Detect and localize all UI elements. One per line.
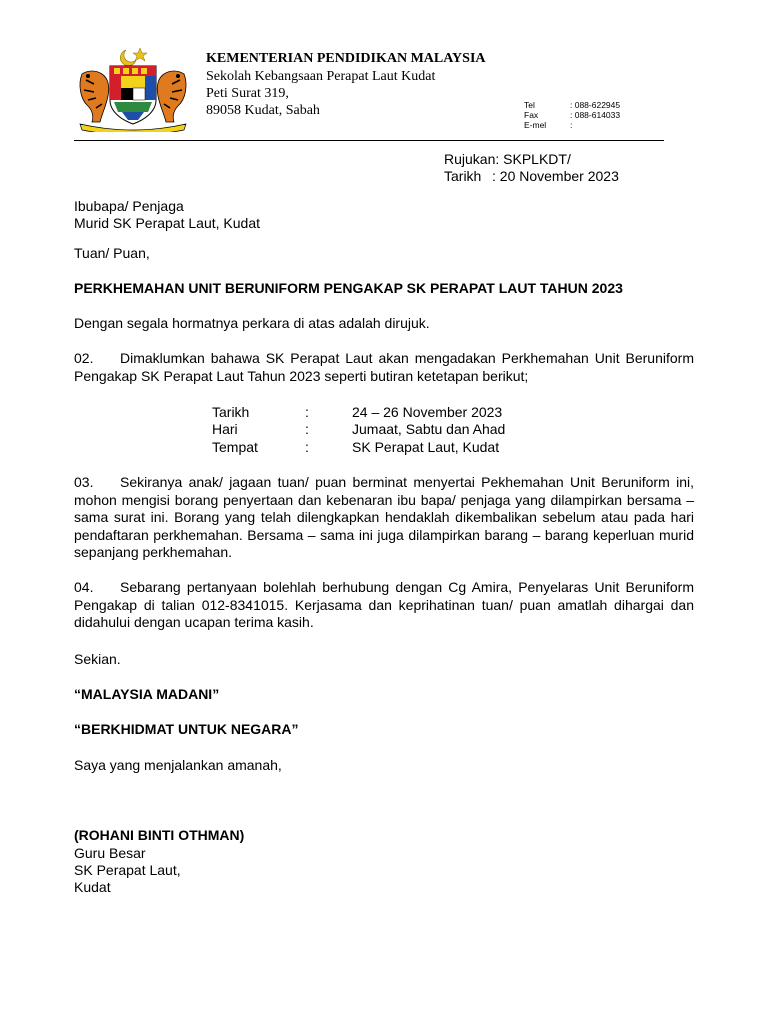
- slogan-berkhidmat: “BERKHIDMAT UNTUK NEGARA”: [74, 721, 299, 737]
- po-box: Peti Surat 319,: [206, 86, 289, 101]
- signatory-name: (ROHANI BINTI OTHMAN): [74, 827, 245, 843]
- paragraph-03-number: 03.: [74, 474, 94, 490]
- salutation: Tuan/ Puan,: [74, 245, 150, 261]
- signatory-city: Kudat: [74, 879, 111, 895]
- paragraph-04: [74, 579, 694, 632]
- contact-fax-value: : 088-614033: [570, 110, 621, 120]
- letterhead-divider: [74, 140, 664, 141]
- detail-hari-sep: :: [305, 421, 309, 437]
- paragraph-03-text: Sekiranya anak/ jagaan tuan/ puan berminat menyertai Pekhemahan Unit Beruniform ini, mohon mengisi borang penyertaan dan kebenaran ibu bapa/ penjaga yang dilampirkan bersama – sama surat ini. Borang yang telah dilengkapkan hendaklah dikembalikan sebelum atau pada hari pendaftaran perkhemahan. Bersama – sama ini juga dilampirkan barang – barang keperluan murid sepanjang perkhemahan.: [74, 474, 694, 560]
- detail-hari-label: Hari: [212, 421, 238, 437]
- paragraph-04-text: Sebarang pertanyaan bolehlah berhubung dengan Cg Amira, Penyelaras Unit Beruniform Pengakap di talian 012-8341015. Kerjasama dan keprihatinan tuan/ puan amatlah dihargai dan didahului dengan ucapan terima kasih.: [74, 579, 694, 630]
- detail-tarikh-sep: :: [305, 404, 309, 420]
- signatory-title: Guru Besar: [74, 845, 146, 861]
- detail-tempat-label: Tempat: [212, 439, 258, 455]
- reference-date-value: : 20 November 2023: [492, 168, 619, 184]
- signatory-school: SK Perapat Laut,: [74, 862, 181, 878]
- slogan-malaysia-madani: “MALAYSIA MADANI”: [74, 686, 220, 702]
- opening-line: Dengan segala hormatnya perkara di atas adalah dirujuk.: [74, 315, 430, 331]
- closing-amanah: Saya yang menjalankan amanah,: [74, 757, 282, 773]
- detail-hari-value: Jumaat, Sabtu dan Ahad: [352, 421, 506, 437]
- detail-tempat-value: SK Perapat Laut, Kudat: [352, 439, 500, 455]
- recipient-line-1: Ibubapa/ Penjaga: [74, 198, 184, 214]
- contact-tel-value: : 088-622945: [570, 100, 621, 110]
- paragraph-02-text: Dimaklumkan bahawa SK Perapat Laut akan mengadakan Perkhemahan Unit Beruniform Pengakap SK Perapat Laut Tahun 2023 seperti butiran ketetapan berikut;: [74, 350, 694, 384]
- reference-number: Rujukan: SKPLKDT/: [444, 151, 571, 167]
- contact-fax-label: Fax: [524, 110, 539, 120]
- paragraph-02-number: 02.: [74, 350, 94, 366]
- postcode-city: 89058 Kudat, Sabah: [206, 103, 320, 118]
- detail-tempat-sep: :: [305, 439, 309, 455]
- recipient-line-2: Murid SK Perapat Laut, Kudat: [74, 215, 260, 231]
- closing-sekian: Sekian.: [74, 651, 121, 667]
- contact-email-value: :: [570, 120, 573, 130]
- detail-tarikh-label: Tarikh: [212, 404, 250, 420]
- detail-tarikh-value: 24 – 26 November 2023: [352, 404, 503, 420]
- ministry-name: KEMENTERIAN PENDIDIKAN MALAYSIA: [206, 51, 486, 66]
- reference-date-label: Tarikh: [444, 168, 482, 184]
- school-name: Sekolah Kebangsaan Perapat Laut Kudat: [206, 69, 436, 84]
- malaysia-coat-of-arms-icon: [74, 44, 192, 132]
- letter-subject: PERKHEMAHAN UNIT BERUNIFORM PENGAKAP SK PERAPAT LAUT TAHUN 2023: [74, 280, 623, 296]
- contact-email-label: E-mel: [524, 120, 547, 130]
- paragraph-04-number: 04.: [74, 579, 94, 595]
- contact-tel-label: Tel: [524, 100, 535, 110]
- paragraph-02: [74, 350, 694, 385]
- paragraph-03: [74, 474, 694, 562]
